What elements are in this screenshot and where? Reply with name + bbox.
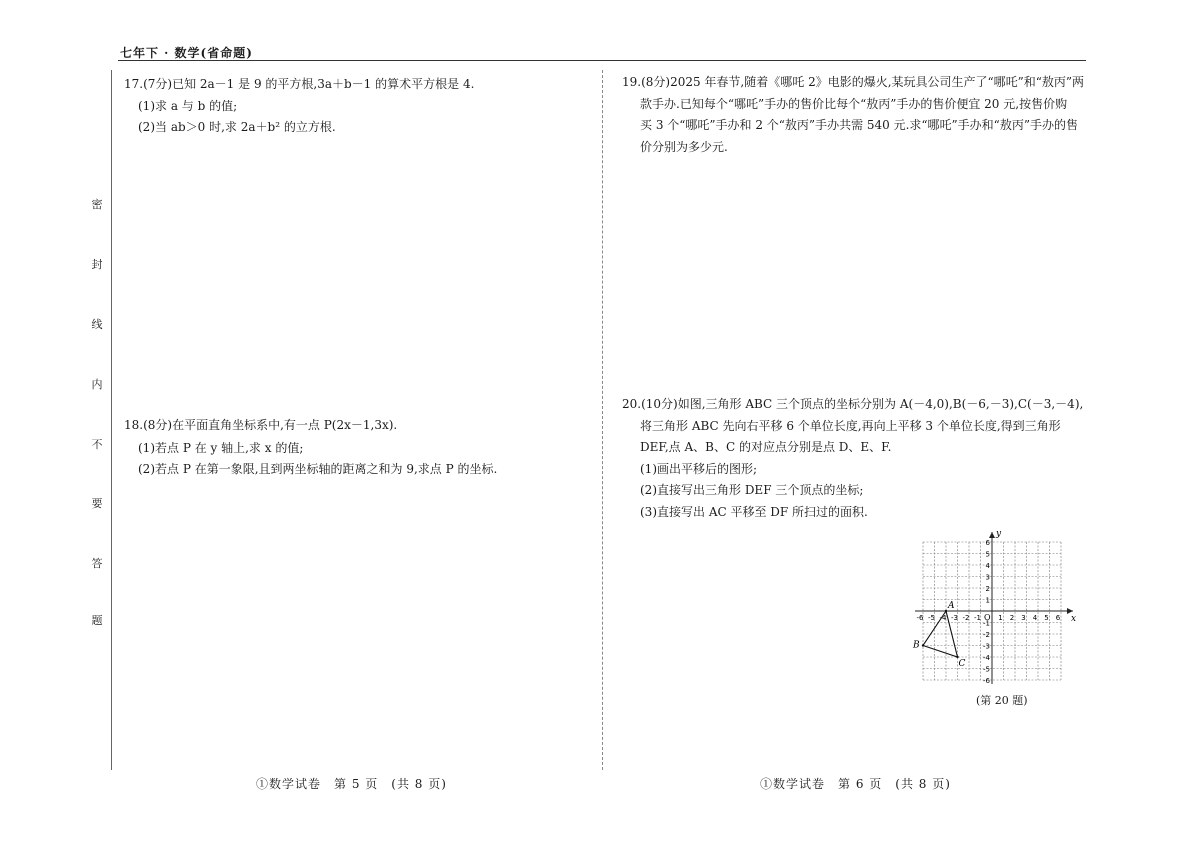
vertex-point xyxy=(922,644,924,646)
x-tick-label: 5 xyxy=(1044,614,1049,622)
seal-char: 题 xyxy=(91,614,103,627)
x-tick-label: -6 xyxy=(916,614,924,622)
y-tick-label: -4 xyxy=(983,654,990,662)
q19-line3: 买 3 个“哪吒”手办和 2 个“敖丙”手办共需 540 元.求“哪吒”手办和“敖丙”手办的售 xyxy=(640,118,1078,132)
origin-label: O xyxy=(984,613,991,622)
x-tick-label: 6 xyxy=(1055,614,1061,622)
q19-line4: 价分别为多少元. xyxy=(640,140,728,154)
y-tick-label: 6 xyxy=(985,539,990,547)
seal-char: 内 xyxy=(91,378,103,391)
vertex-point xyxy=(945,610,947,612)
seal-char: 答 xyxy=(91,557,103,570)
x-tick-label: 2 xyxy=(1009,614,1015,622)
y-tick-label: 5 xyxy=(985,550,990,559)
footer-right: ①数学试卷 第 6 页 (共 8 页) xyxy=(760,777,951,791)
coordinate-grid-svg xyxy=(912,527,1084,689)
coordinate-figure xyxy=(912,527,1084,689)
x-tick-label: -3 xyxy=(951,614,958,622)
q18-stem: 18.(8分)在平面直角坐标系中,有一点 P(2x－1,3x). xyxy=(124,418,398,432)
q17-part1: (1)求 a 与 b 的值; xyxy=(138,99,238,113)
seal-char: 封 xyxy=(91,258,103,271)
q20-part2: (2)直接写出三角形 DEF 三个顶点的坐标; xyxy=(640,483,864,497)
x-tick-label: -2 xyxy=(962,614,970,622)
y-tick-label: 4 xyxy=(985,562,990,570)
seal-char: 密 xyxy=(91,198,103,211)
vertex-label: B xyxy=(913,640,920,651)
x-tick-label: -4 xyxy=(939,614,947,622)
q19-line1: 19.(8分)2025 年春节,随着《哪吒 2》电影的爆火,某玩具公司生产了“哪吒”和“敖丙”两 xyxy=(622,75,1085,89)
vertex-label: A xyxy=(948,601,955,611)
seal-char: 要 xyxy=(91,497,103,510)
q18-part2: (2)若点 P 在第一象限,且到两坐标轴的距离之和为 9,求点 P 的坐标. xyxy=(138,462,498,476)
y-tick-label: 3 xyxy=(985,573,990,582)
page-divider xyxy=(602,70,603,770)
q19-line2: 款手办.已知每个“哪吒”手办的售价比每个“敖丙”手办的售价便宜 20 元,按售价购 xyxy=(640,97,1068,111)
y-axis-arrow xyxy=(989,532,995,538)
footer-left: ①数学试卷 第 5 页 (共 8 页) xyxy=(256,777,447,791)
x-tick-label: -1 xyxy=(974,614,981,622)
q17-part2: (2)当 ab＞0 时,求 2a＋b² 的立方根. xyxy=(138,120,336,134)
y-axis-label: y xyxy=(996,529,1002,539)
seal-char: 不 xyxy=(91,438,103,451)
q20-line3: DEF,点 A、B、C 的对应点分别是点 D、E、F. xyxy=(640,440,892,454)
y-tick-label: 2 xyxy=(985,585,990,593)
y-tick-label: -3 xyxy=(983,642,990,651)
q17-stem: 17.(7分)已知 2a－1 是 9 的平方根,3a＋b－1 的算术平方根是 4. xyxy=(124,77,475,91)
binding-line xyxy=(111,70,112,770)
page-header: 七年下 · 数学(省命题) xyxy=(120,46,253,60)
vertex-point xyxy=(956,656,958,658)
y-tick-label: -2 xyxy=(983,631,990,639)
q18-part1: (1)若点 P 在 y 轴上,求 x 的值; xyxy=(138,441,304,455)
x-tick-label: 4 xyxy=(1032,614,1038,622)
figure-caption: (第 20 题) xyxy=(976,694,1028,707)
header-rule xyxy=(118,60,1086,61)
q20-part1: (1)画出平移后的图形; xyxy=(640,462,758,476)
y-tick-label: -6 xyxy=(983,677,990,685)
x-tick-label: -5 xyxy=(928,614,935,622)
q20-part3: (3)直接写出 AC 平移至 DF 所扫过的面积. xyxy=(640,505,868,519)
x-tick-label: 3 xyxy=(1021,614,1026,622)
seal-char: 线 xyxy=(91,318,103,331)
q20-line1: 20.(10分)如图,三角形 ABC 三个顶点的坐标分别为 A(－4,0),B(－6,－3),C(－3,－4), xyxy=(622,397,1084,411)
y-tick-label: 1 xyxy=(985,596,990,605)
x-axis-label: x xyxy=(1071,614,1077,624)
q20-line2: 将三角形 ABC 先向右平移 6 个单位长度,再向上平移 3 个单位长度,得到三角形 xyxy=(640,419,1061,433)
vertex-label: C xyxy=(958,659,966,669)
x-tick-label: 1 xyxy=(998,614,1003,622)
y-tick-label: -5 xyxy=(983,665,990,674)
y-tick-label: -1 xyxy=(983,619,990,628)
